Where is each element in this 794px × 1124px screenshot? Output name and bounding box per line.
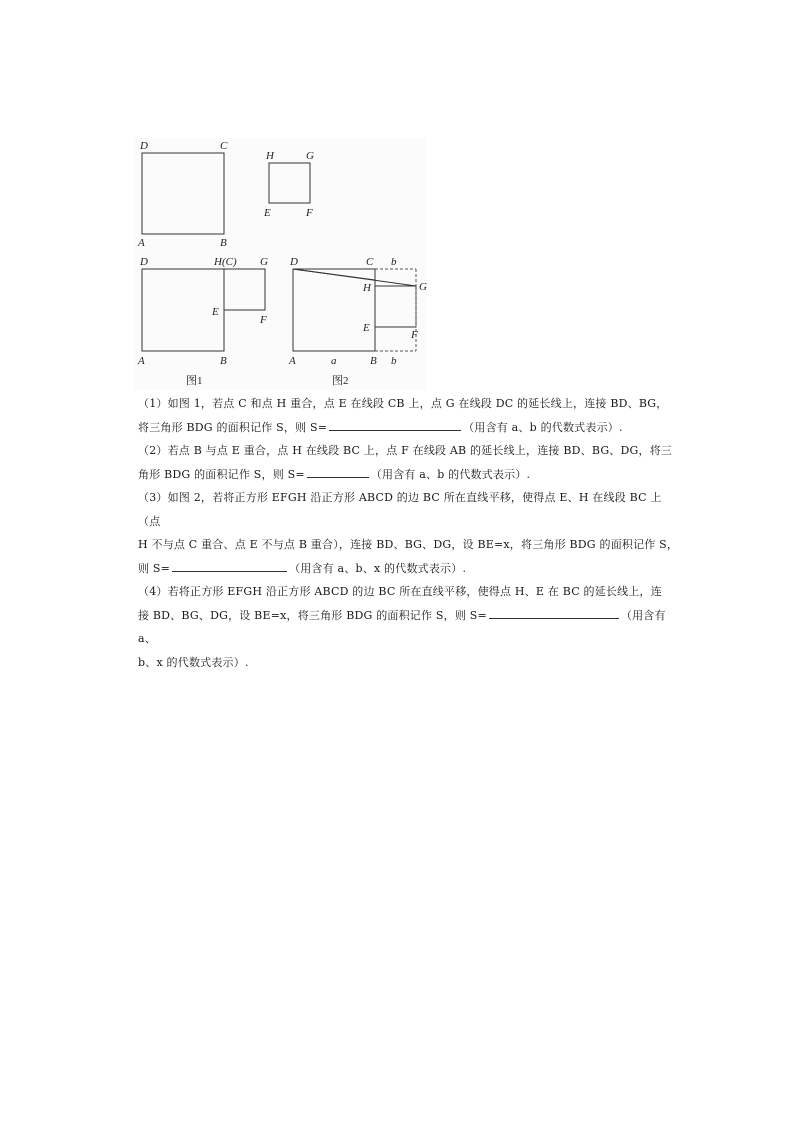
question-1 [138, 392, 683, 439]
fig1-square-efgh [224, 269, 265, 310]
fig2-label-e: E [363, 322, 370, 334]
fig2-label-a-side: a [331, 355, 337, 367]
question-3-number: （3） [138, 491, 168, 504]
label-g-top: G [306, 150, 314, 162]
fig2-caption: 图2 [332, 375, 349, 387]
fig2-label-b-bottom: b [391, 355, 397, 367]
question-4 [138, 580, 683, 674]
square-efgh-top [269, 163, 310, 203]
fig2-label-g: G [419, 281, 427, 293]
fig1-label-d: D [140, 256, 148, 268]
fig1-caption: 图1 [186, 375, 203, 387]
question-list [138, 392, 683, 674]
fig2-label-b: B [370, 355, 377, 367]
fig2-label-a: A [289, 355, 296, 367]
question-2-line2-pre: 角形 BDG 的面积记作 S，则 S= [138, 467, 305, 481]
question-2-line1: 若点 B 与点 E 重合，点 H 在线段 BC 上，点 F 在线段 AB 的延长线上，连接 BD、BG、DG，将三 [167, 444, 673, 457]
label-d-top: D [140, 140, 148, 152]
geometry-figure [134, 138, 426, 390]
figure-svg [134, 138, 426, 390]
question-4-line1: 若将正方形 EFGH 沿正方形 ABCD 的边 BC 所在直线平移，使得点 H、E 在 BC 的延长线上，连 [167, 585, 662, 598]
label-b-top: B [220, 237, 227, 249]
fig2-label-f: F [411, 329, 418, 341]
question-2-number: （2） [138, 444, 168, 457]
question-3-line2: H 不与点 C 重合、点 E 不与点 B 重合），连接 BD、BG、DG，设 BE=x，将三角形 BDG 的面积记作 S， [138, 538, 679, 551]
fig1-label-g: G [260, 256, 268, 268]
question-2 [138, 439, 683, 486]
question-4-number: （4） [138, 585, 168, 598]
question-4-line2-pre: 接 BD、BG、DG，设 BE=x，将三角形 BDG 的面积记作 S，则 S= [138, 608, 487, 622]
fig2-square-efgh [375, 286, 416, 327]
question-3-line3-post: （用含有 a、b、x 的代数式表示）. [289, 561, 467, 575]
question-3-answer-blank[interactable] [172, 559, 287, 572]
label-a-top: A [138, 237, 145, 249]
question-1-line2-post: （用含有 a、b 的代数式表示）. [463, 420, 623, 434]
question-1-answer-blank[interactable] [329, 418, 461, 431]
fig2-label-h: H [363, 282, 371, 294]
question-3 [138, 486, 683, 580]
label-c-top: C [220, 140, 228, 152]
fig1-label-f: F [260, 314, 267, 326]
question-4-answer-blank[interactable] [489, 606, 619, 619]
fig1-label-e: E [212, 306, 219, 318]
question-1-line2-pre: 将三角形 BDG 的面积记作 S，则 S= [138, 420, 328, 434]
question-2-line2-post: （用含有 a、b 的代数式表示）. [370, 467, 531, 481]
question-1-number: （1） [138, 397, 168, 410]
label-e-top: E [264, 207, 271, 219]
label-f-top: F [306, 207, 313, 219]
fig2-label-b-top: b [391, 256, 397, 268]
fig1-label-b: B [220, 355, 227, 367]
fig2-label-d: D [290, 256, 298, 268]
fig1-label-hc: H(C) [214, 256, 237, 268]
fig1-label-a: A [138, 355, 145, 367]
square-abcd-top [142, 153, 224, 234]
question-3-line3-pre: 则 S= [138, 561, 171, 575]
question-4-line3: b、x 的代数式表示）. [138, 655, 249, 669]
question-4-line2-post: （用含有 a、 [138, 608, 666, 645]
fig2-segment-dh [293, 269, 375, 280]
question-1-line1: 如图 1，若点 C 和点 H 重合，点 E 在线段 CB 上，点 G 在线段 DC 的延长线上，连接 BD、BG， [167, 397, 668, 410]
question-3-line1: 如图 2，若将正方形 EFGH 沿正方形 ABCD 的边 BC 所在直线平移，使得点 E、H 在线段 BC 上（点 [138, 491, 662, 528]
label-h-top: H [266, 150, 274, 162]
fig2-label-c: C [366, 256, 374, 268]
question-2-answer-blank[interactable] [307, 465, 369, 478]
